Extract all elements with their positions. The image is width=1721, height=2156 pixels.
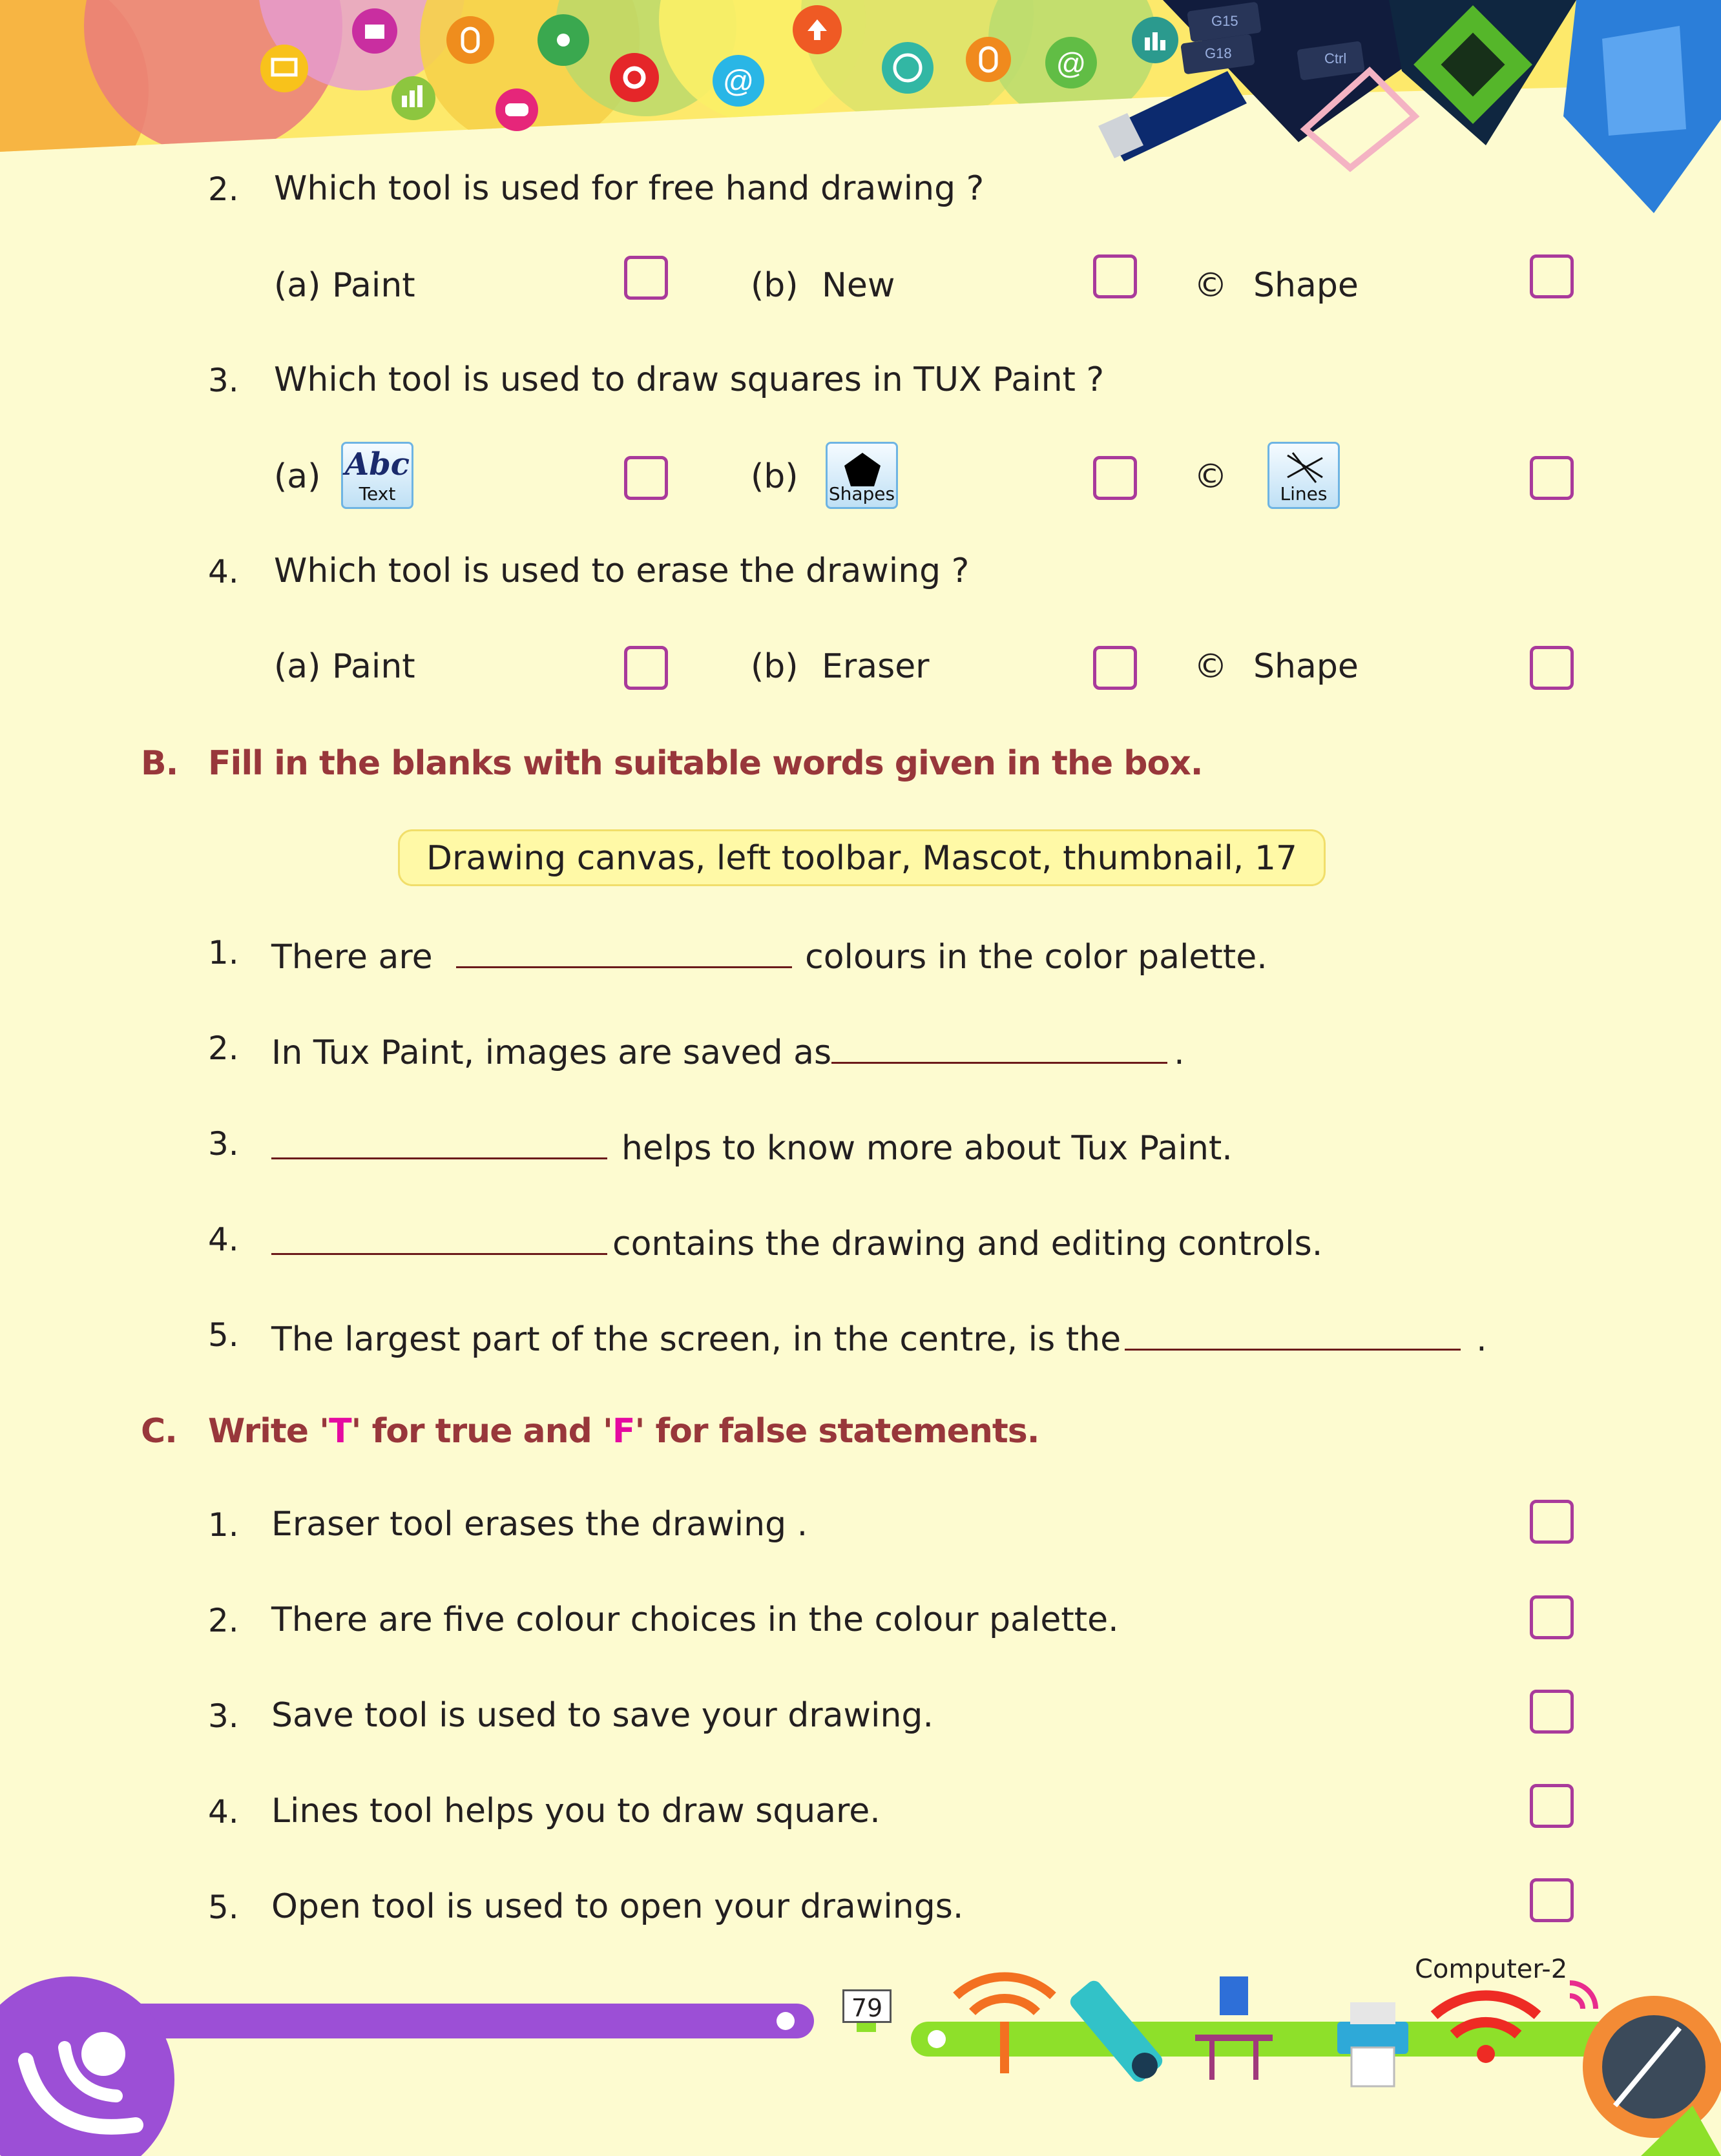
answer-blank[interactable] bbox=[271, 1219, 607, 1255]
option-label: (b) bbox=[751, 457, 798, 496]
text-tool-glyph: Abc bbox=[344, 446, 410, 482]
option-label: © bbox=[1194, 457, 1227, 496]
statement-number: 5. bbox=[208, 1889, 239, 1926]
blank-number: 1. bbox=[208, 934, 239, 971]
true-false-box[interactable] bbox=[1530, 1595, 1574, 1639]
option-text: Shape bbox=[1253, 266, 1359, 305]
section-b-heading: Fill in the blanks with suitable words given in the box. bbox=[208, 744, 1203, 783]
lines-tool-label: Lines bbox=[1280, 483, 1328, 504]
question-number: 3. bbox=[208, 362, 239, 399]
at-symbol-1: @ bbox=[722, 65, 755, 99]
text-tool-label: Text bbox=[359, 483, 396, 504]
statement-number: 3. bbox=[208, 1697, 239, 1735]
option-text: New bbox=[822, 266, 895, 305]
key-g15: G15 bbox=[1211, 13, 1238, 29]
blank-number: 2. bbox=[208, 1030, 239, 1067]
answer-checkbox[interactable] bbox=[1093, 254, 1137, 298]
true-false-box[interactable] bbox=[1530, 1690, 1574, 1734]
key-g18: G18 bbox=[1205, 45, 1232, 61]
answer-blank[interactable] bbox=[271, 1124, 607, 1159]
blank-after: contains the drawing and editing controls. bbox=[612, 1225, 1323, 1263]
option-text: Paint bbox=[332, 647, 415, 686]
monitor-stand-icon bbox=[857, 2023, 876, 2032]
statement-text: Eraser tool erases the drawing . bbox=[271, 1505, 808, 1544]
text-tool-icon bbox=[341, 442, 413, 509]
question-text: Which tool is used to draw squares in TUX Paint ? bbox=[274, 360, 1105, 399]
answer-blank[interactable] bbox=[1125, 1315, 1461, 1351]
satellite-dish-icon bbox=[1583, 1996, 1721, 2156]
section-b-letter: B. bbox=[141, 744, 178, 783]
word-box: Drawing canvas, left toolbar, Mascot, thumbnail, 17 bbox=[398, 829, 1326, 886]
section-c-letter: C. bbox=[141, 1412, 177, 1451]
true-false-box[interactable] bbox=[1530, 1784, 1574, 1828]
key-ctrl: Ctrl bbox=[1324, 50, 1347, 67]
fill-blank-item bbox=[271, 1315, 1487, 1359]
lines-tool-icon bbox=[1267, 442, 1340, 509]
blank-after: . bbox=[1174, 1033, 1185, 1072]
answer-checkbox[interactable] bbox=[1093, 646, 1137, 690]
question-text: Which tool is used for free hand drawing ? bbox=[274, 169, 985, 208]
true-false-box[interactable] bbox=[1530, 1500, 1574, 1544]
option-label: © bbox=[1194, 647, 1227, 686]
statement-number: 1. bbox=[208, 1506, 239, 1544]
answer-checkbox[interactable] bbox=[1530, 456, 1574, 500]
shapes-tool-icon bbox=[826, 442, 898, 509]
option-text: Paint bbox=[332, 266, 415, 305]
answer-checkbox[interactable] bbox=[624, 646, 668, 690]
answer-checkbox[interactable] bbox=[1093, 456, 1137, 500]
blank-number: 3. bbox=[208, 1125, 239, 1163]
answer-checkbox[interactable] bbox=[624, 256, 668, 300]
true-letter: T bbox=[329, 1412, 351, 1451]
answer-checkbox[interactable] bbox=[624, 456, 668, 500]
option-label: (a) bbox=[274, 457, 321, 496]
blank-after: helps to know more about Tux Paint. bbox=[621, 1129, 1233, 1168]
option-label: (a) bbox=[274, 266, 321, 305]
blank-number: 5. bbox=[208, 1316, 239, 1354]
fill-blank-item bbox=[271, 933, 1267, 977]
statement-text: Save tool is used to save your drawing. bbox=[271, 1696, 934, 1735]
false-letter: F bbox=[612, 1412, 635, 1451]
printer-icon bbox=[1337, 2002, 1408, 2086]
logo-swirl-icon bbox=[0, 1976, 174, 2156]
option-label: (a) bbox=[274, 647, 321, 686]
blank-before: The largest part of the screen, in the centre, is the bbox=[271, 1320, 1121, 1359]
answer-blank[interactable] bbox=[831, 1028, 1167, 1064]
book-title: Computer-2 bbox=[1415, 1954, 1568, 1984]
question-number: 4. bbox=[208, 553, 239, 590]
blank-before: In Tux Paint, images are saved as bbox=[271, 1033, 832, 1072]
crossed-lines-icon bbox=[1284, 449, 1326, 486]
answer-blank[interactable] bbox=[456, 933, 792, 968]
statement-text: Lines tool helps you to draw square. bbox=[271, 1792, 881, 1830]
option-label: (b) bbox=[751, 266, 798, 305]
question-number: 2. bbox=[208, 171, 239, 208]
option-label: (b) bbox=[751, 647, 798, 686]
option-text: Eraser bbox=[822, 647, 930, 686]
windows-screen-image bbox=[1550, 0, 1721, 213]
statement-number: 4. bbox=[208, 1793, 239, 1830]
fill-blank-item bbox=[271, 1219, 1322, 1263]
statement-number: 2. bbox=[208, 1602, 239, 1639]
option-text: Shape bbox=[1253, 647, 1359, 686]
statement-text: Open tool is used to open your drawings. bbox=[271, 1887, 964, 1926]
question-text: Which tool is used to erase the drawing ? bbox=[274, 552, 970, 590]
answer-checkbox[interactable] bbox=[1530, 646, 1574, 690]
fill-blank-item bbox=[271, 1124, 1233, 1168]
true-false-box[interactable] bbox=[1530, 1878, 1574, 1922]
blank-after: . bbox=[1476, 1320, 1487, 1359]
blank-before: There are bbox=[271, 938, 433, 977]
option-label: © bbox=[1194, 266, 1227, 305]
blank-number: 4. bbox=[208, 1221, 239, 1258]
at-symbol-2: @ bbox=[1056, 47, 1087, 80]
shapes-tool-label: Shapes bbox=[828, 483, 895, 504]
fill-blank-item bbox=[271, 1028, 1185, 1072]
statement-text: There are five colour choices in the colour palette. bbox=[271, 1601, 1119, 1639]
section-c-heading: Write 'T' for true and 'F' for false statements. bbox=[208, 1412, 1039, 1451]
answer-checkbox[interactable] bbox=[1530, 254, 1574, 298]
blank-after: colours in the color palette. bbox=[805, 938, 1267, 977]
page-number: 79 bbox=[842, 1989, 892, 2023]
